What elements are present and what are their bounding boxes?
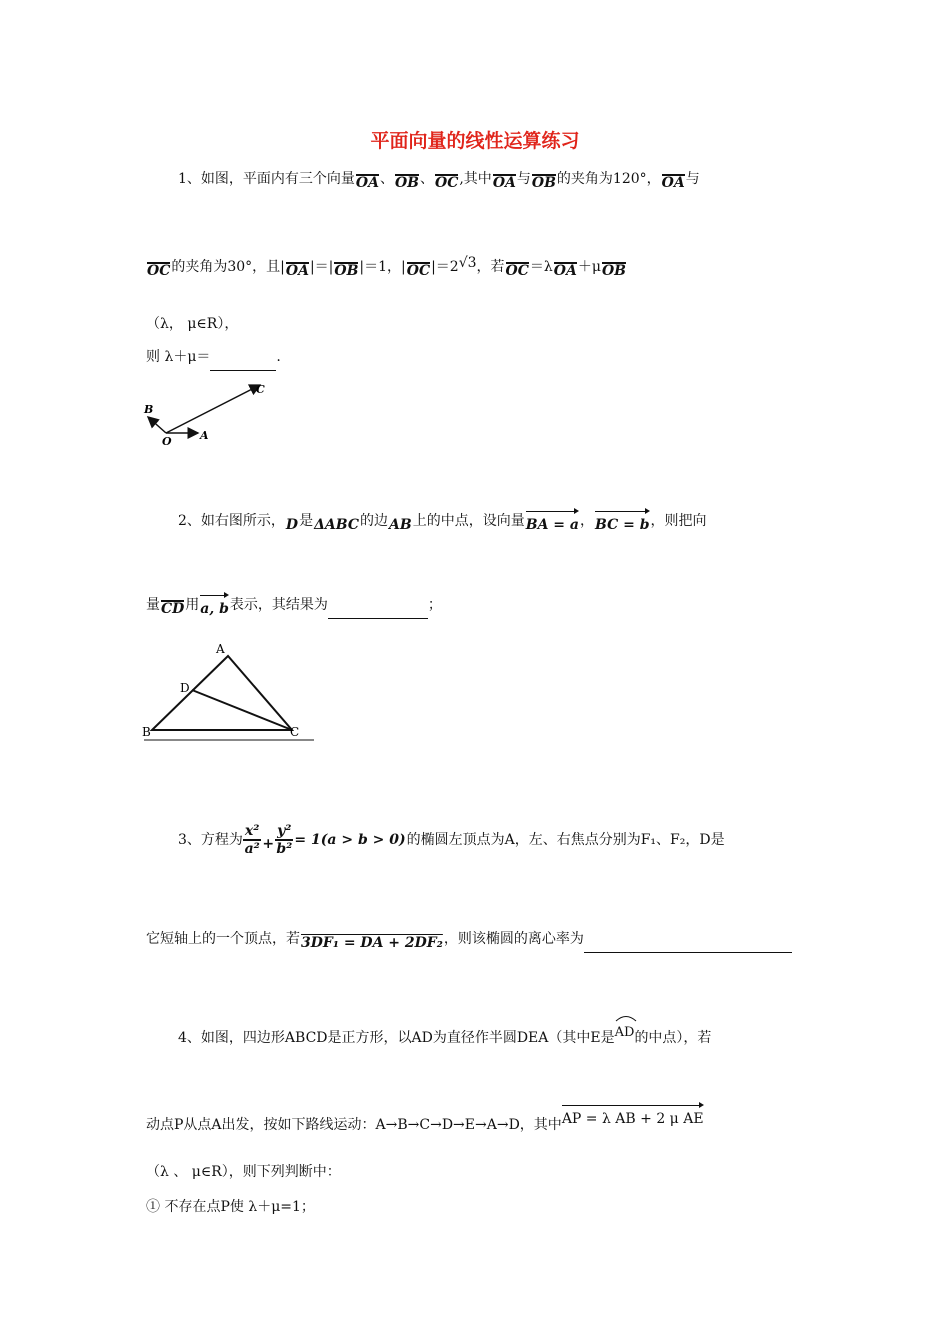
fraction-y-b — [275, 823, 293, 857]
vectors-a-b: a, b — [200, 594, 229, 620]
vector-ob-line — [148, 417, 166, 433]
triangle-shape — [152, 656, 292, 730]
vector-oa: OA — [492, 175, 516, 191]
answer-blank — [210, 348, 276, 371]
vector-ob: OB — [531, 175, 556, 191]
q4-line-1 — [178, 1022, 711, 1049]
vector-ob: OB — [601, 263, 626, 279]
q1-line-2 — [146, 252, 627, 278]
label-c: C — [290, 725, 300, 739]
q2-line-2 — [146, 594, 442, 620]
q1-line-4 — [146, 346, 281, 371]
vector-oa: OA — [553, 263, 577, 279]
q4-line-3: （λ 、 μ∈R），则下列判断中： — [146, 1164, 341, 1180]
q4-line-4: ① 不存在点P使 λ＋μ=1； — [146, 1199, 315, 1215]
q1-line-1 — [178, 168, 700, 190]
q1-text: |＝1，| — [359, 259, 406, 275]
q2-text: 的边 — [360, 513, 389, 529]
q1-text: ，若 — [476, 259, 505, 275]
q1-text: 的夹角为30°，且| — [171, 259, 285, 275]
q1-text: |＝| — [309, 259, 334, 275]
denominator: b² — [276, 841, 293, 857]
q2-text: 2、如右图所示， — [178, 513, 285, 529]
q3-text: ，则该椭圆的离心率为 — [443, 931, 584, 947]
q1-end: . — [276, 349, 281, 365]
q2-text: 用 — [185, 597, 200, 613]
label-a: A — [216, 642, 225, 656]
q1-line-3: （λ， μ∈R）， — [146, 316, 239, 332]
denominator: a² — [244, 841, 260, 857]
q1-text: 与 — [516, 171, 531, 187]
segment-cd — [192, 690, 292, 730]
q2-triangle-figure — [140, 640, 320, 744]
label-b: B — [144, 403, 154, 416]
triangle-abc: ΔABC — [314, 517, 360, 533]
equation-rhs: = 1(a > b > 0) — [294, 832, 406, 848]
q2-end: ； — [427, 597, 442, 613]
label-b: B — [142, 725, 151, 739]
vector-oa: OA — [285, 263, 309, 279]
q1-text: 的夹角为120°， — [556, 171, 661, 187]
answer-blank — [328, 596, 428, 619]
vector-bc-eq: BC = b — [595, 510, 650, 536]
vector-oa: OA — [661, 175, 685, 191]
q2-text: 是 — [299, 513, 314, 529]
q3-text: 的椭圆左顶点为A，左、右焦点分别为F₁、F₂，D是 — [406, 832, 725, 848]
vector-oa: OA — [355, 175, 379, 191]
q1-text: ＋μ — [577, 259, 601, 275]
q4-text: 动点P从点A出发，按如下路线运动：A→B→C→D→E→A→D，其中 — [146, 1117, 562, 1133]
vector-ob: OB — [334, 263, 359, 279]
q4-text: 4、如图，四边形ABCD是正方形，以AD为直径作半圆DEA（其中E是 — [178, 1030, 615, 1046]
numerator: x² — [244, 823, 260, 839]
q3-line-1 — [178, 812, 725, 872]
q3-text: 3、方程为 — [178, 832, 243, 848]
arc-icon — [615, 1014, 637, 1022]
vector-cd: CD — [161, 601, 185, 617]
q2-text: 表示，其结果为 — [229, 597, 328, 613]
vector-oc-line — [166, 385, 260, 433]
q1-text: ,其中 — [459, 171, 492, 187]
side-ab: AB — [389, 517, 412, 533]
q2-text: 量 — [146, 597, 160, 613]
page-title: 平面向量的线性运算练习 — [370, 130, 580, 152]
vector-oc: OC — [406, 263, 431, 279]
q1-text: 与 — [685, 171, 700, 187]
vector-equation: 3DF₁ = DA + 2DF₂ — [301, 935, 443, 951]
vector-equation: AP = λ AB + 2 μ AE — [562, 1104, 704, 1130]
q1-sep: 、 — [379, 171, 394, 187]
point-d: D — [285, 517, 299, 533]
q2-line-1 — [178, 510, 707, 536]
q1-text: |＝2 — [431, 259, 459, 275]
answer-blank — [584, 930, 792, 953]
q2-text: ，则把向 — [650, 513, 707, 529]
sqrt-three: √3 — [458, 255, 477, 271]
label-o: O — [162, 435, 172, 448]
vector-oc: OC — [505, 263, 529, 279]
arc-ad — [615, 1022, 635, 1044]
vector-ob: OB — [394, 175, 420, 191]
q4-text: 的中点），若 — [634, 1030, 712, 1046]
q2-text: 上的中点，设向量 — [412, 513, 525, 529]
fraction-x-a — [243, 823, 261, 857]
label-d: D — [180, 681, 190, 695]
label-c: C — [256, 383, 265, 396]
arc-label: AD — [614, 1025, 635, 1040]
vector-oc: OC — [435, 175, 459, 191]
vector-ba-eq: BA = a — [526, 510, 579, 536]
q3-line-2 — [146, 928, 792, 954]
numerator: y² — [277, 823, 292, 839]
q1-text: 1、如图，平面内有三个向量 — [178, 171, 355, 187]
vector-oc: OC — [147, 263, 171, 279]
q4-line-2 — [146, 1104, 704, 1136]
q1-text: ＝λ — [529, 259, 553, 275]
q2-comma: ， — [579, 513, 594, 529]
q1-sep: 、 — [420, 171, 435, 187]
q1-text: 则 λ＋μ＝ — [146, 349, 211, 365]
q3-text: 它短轴上的一个顶点，若 — [146, 931, 300, 947]
plus-sign: + — [262, 836, 275, 852]
label-a: A — [200, 429, 209, 442]
q1-vector-figure — [138, 375, 278, 450]
